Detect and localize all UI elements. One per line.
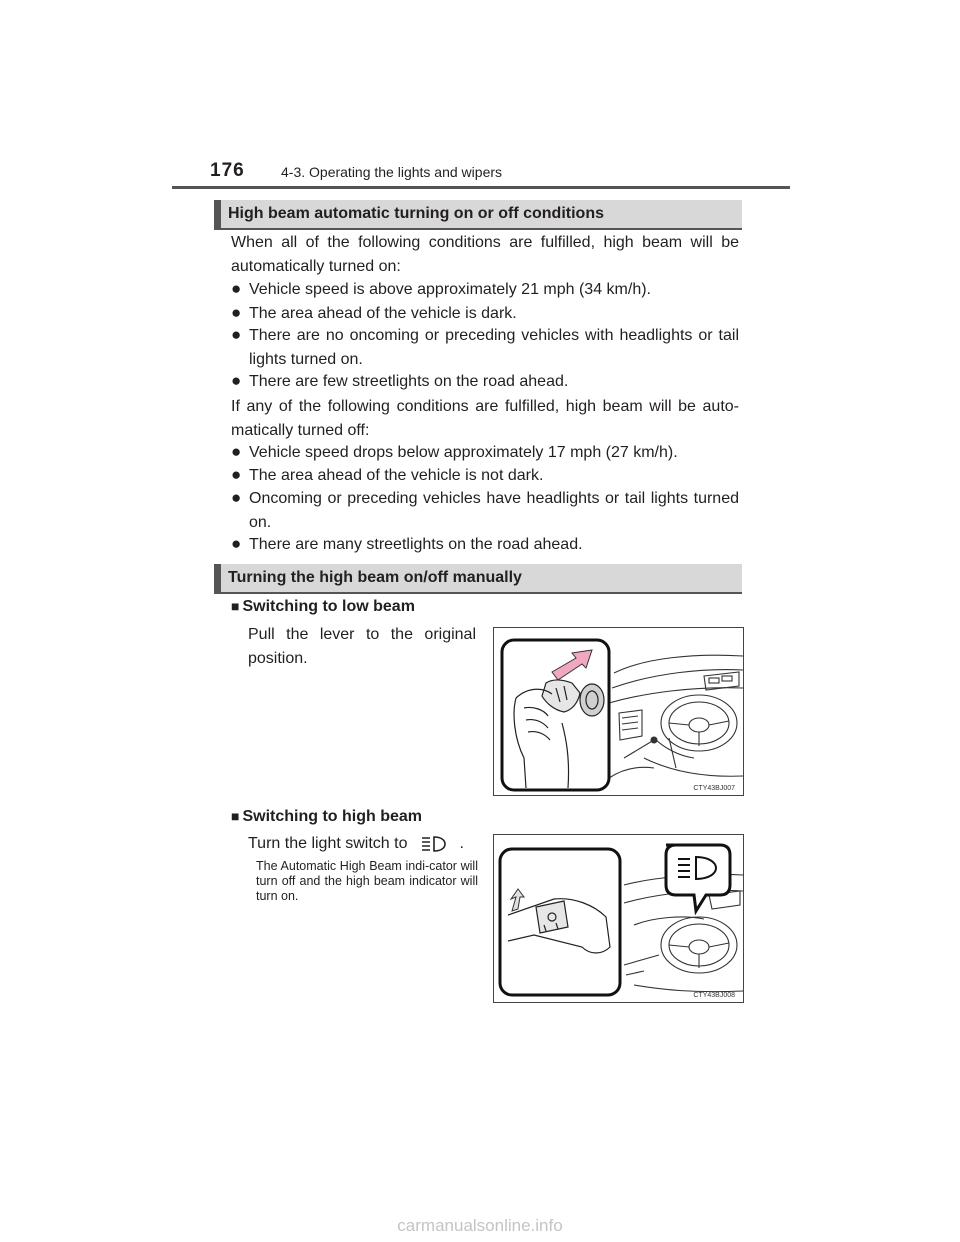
- heading-marker: [214, 564, 221, 594]
- list-item: ● Vehicle speed is above approximately 21 mph (34 km/h).: [231, 277, 739, 302]
- bullet-icon: ●: [231, 442, 242, 461]
- chapter-title: 4-3. Operating the lights and wipers: [281, 164, 503, 180]
- bullet-icon: ●: [231, 488, 242, 507]
- section-heading-manual: [214, 564, 742, 594]
- square-bullet-icon: ■: [231, 598, 240, 614]
- subheading-low-beam: ■ Switching to low beam: [231, 598, 415, 615]
- header-rule: [172, 186, 790, 189]
- high-beam-note: The Automatic High Beam indi-cator will turn off and the high beam indicator will turn on.: [256, 859, 478, 903]
- on-conditions-intro: When all of the following conditions are fulfilled, high beam will be automatically turned on:: [231, 234, 739, 275]
- list-item: ● The area ahead of the vehicle is dark.: [231, 301, 739, 326]
- list-item: ● Oncoming or preceding vehicles have headlights or tail lights turned on.: [231, 488, 739, 531]
- figure-code: CTY43BJ008: [693, 992, 735, 999]
- list-item: ● The area ahead of the vehicle is not dark.: [231, 463, 739, 488]
- page-number: 176: [210, 160, 245, 181]
- figure-code: CTY43BJ007: [693, 785, 735, 792]
- figure-low-beam: [493, 627, 744, 796]
- heading-marker: [214, 200, 221, 230]
- lever-pull-illustration: [494, 628, 743, 795]
- bullet-icon: ●: [231, 325, 242, 344]
- figure-high-beam: [493, 834, 744, 1003]
- section-title: High beam automatic turning on or off conditions: [228, 205, 604, 222]
- off-conditions-intro: If any of the following conditions are fulfilled, high beam will be auto-matically turned off:: [231, 398, 739, 439]
- high-beam-icon: [419, 835, 447, 853]
- list-item: ● There are few streetlights on the road ahead.: [231, 369, 739, 394]
- list-item: ● Vehicle speed drops below approximately 17 mph (27 km/h).: [231, 440, 739, 465]
- bullet-icon: ●: [231, 465, 242, 484]
- low-beam-instruction: Pull the lever to the original position.: [248, 626, 476, 667]
- square-bullet-icon: ■: [231, 808, 240, 824]
- section-title: Turning the high beam on/off manually: [228, 569, 522, 586]
- list-item: ● There are no oncoming or preceding vehicles with headlights or tail lights turned on.: [231, 325, 739, 368]
- subheading-high-beam: ■ Switching to high beam: [231, 808, 423, 825]
- bullet-icon: ●: [231, 303, 242, 322]
- bullet-icon: ●: [231, 534, 242, 553]
- bullet-icon: ●: [231, 371, 242, 390]
- lever-push-illustration: [494, 835, 743, 1002]
- list-item: ● There are many streetlights on the road ahead.: [231, 532, 739, 557]
- section-heading-auto-conditions: [214, 200, 742, 230]
- bullet-icon: ●: [231, 279, 242, 298]
- watermark: carmanualsonline.info: [397, 1216, 563, 1235]
- high-beam-instruction: Turn the light switch to .: [248, 835, 464, 852]
